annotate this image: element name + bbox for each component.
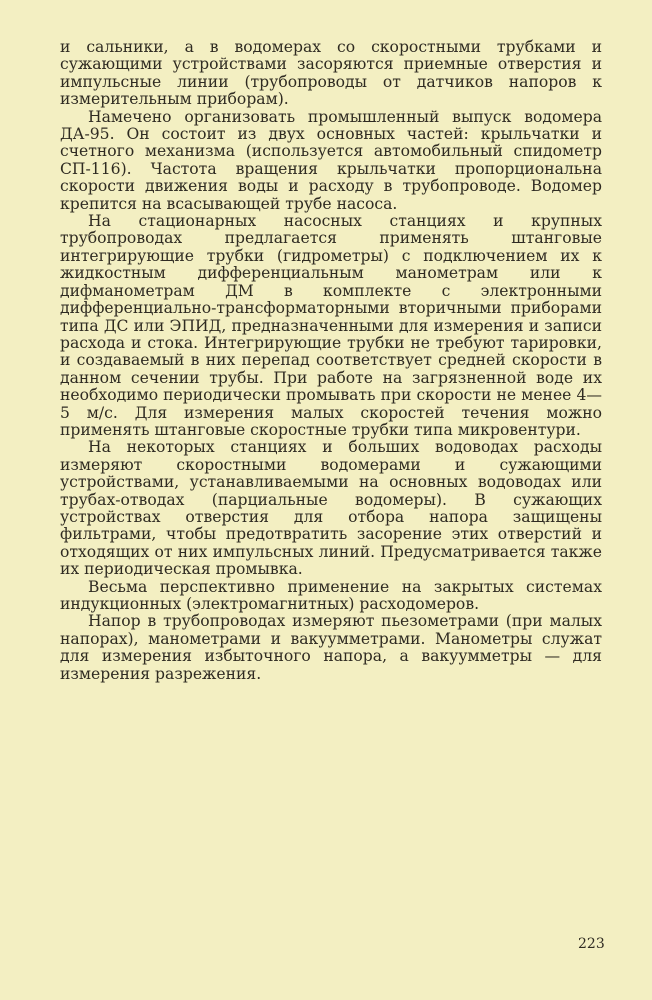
paragraph-6: Напор в трубопроводах измеряют пьезометрами (при малых напорах), манометрами и вакуумметрами. Манометры служат для измерения избыточного напора, а вакуумметры — для измерения разрежения. <box>60 612 602 683</box>
paragraph-5: Весьма перспективно применение на закрытых системах индукционных (электромагнитных) расходомеров. <box>60 577 602 613</box>
paragraph-2: Намечено организовать промышленный выпуск водомера ДА-95. Он состоит из двух основных частей: крыльчатки и счетного механизма (используется автомобильный спидометр СП-116). Частота вращения крыльчатки пропорциональна скорости движения воды и расходу в трубопроводе. Водомер крепится на всасывающей трубе насоса. <box>60 107 602 213</box>
page-text-block <box>60 39 602 683</box>
paragraph-4: На некоторых станциях и больших водоводах расходы измеряют скоростными водомерами и сужающими устройствами, устанавливаемыми на основных водоводах или трубах-отводах (парциальные водомеры). В сужающих устройствах отверстия для отбора напора защищены фильтрами, чтобы предотвратить засорение этих отверстий и отходящих от них импульсных линий. Предусматривается также их периодическая промывка. <box>60 438 602 579</box>
paragraph-1: и сальники, а в водомерах со скоростными трубками и сужающими устройствами засоряются приемные отверстия и импульсные линии (трубопроводы от датчиков напоров к измерительным приборам). <box>60 38 602 109</box>
page-number: 223 <box>578 936 605 952</box>
paragraph-3: На стационарных насосных станциях и крупных трубопроводах предлагается применять штанговые интегрирующие трубки (гидрометры) с подключением их к жидкостным дифференциальным манометрам или к дифманометрам ДМ в комплекте с электронными дифференциально-трансформаторными вторичными приборами типа ДС или ЭПИД, предназначенными для измерения и записи расхода и стока. Интегрирующие трубки не требуют тарировки, и создаваемый в них перепад соответствует средней скорости в данном сечении трубы. При работе на загрязненной воде их необходимо периодически промывать при скорости не менее 4—5 м/с. Для измерения малых скоростей течения можно применять штанговые скоростные трубки типа микровентури. <box>60 212 602 439</box>
